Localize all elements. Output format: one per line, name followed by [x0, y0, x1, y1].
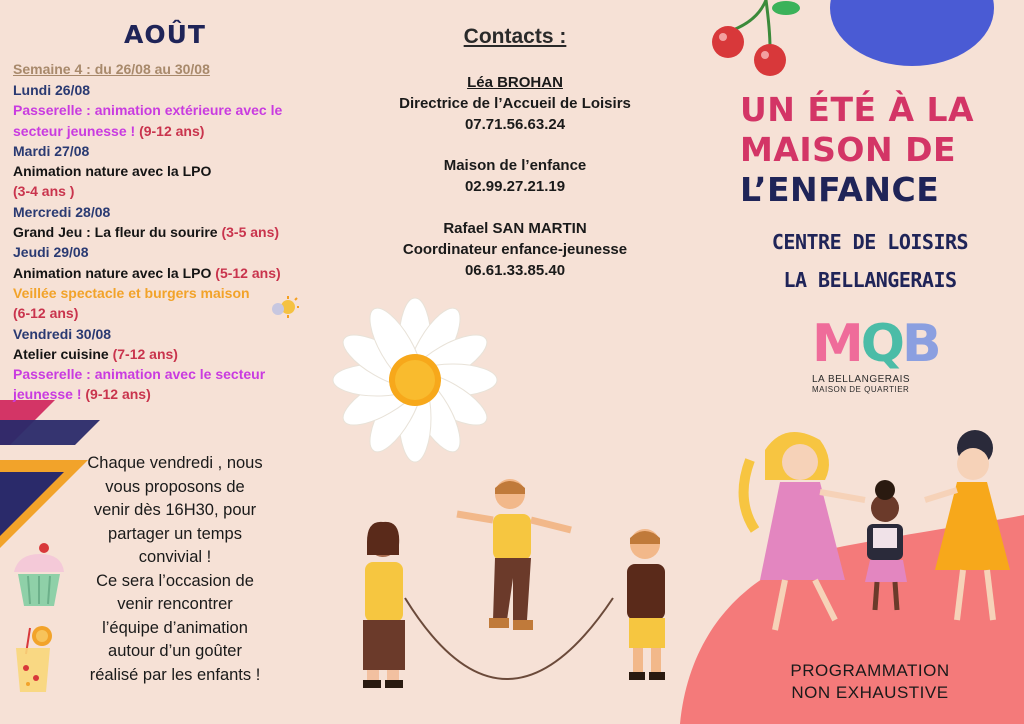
friday-text-line: vous proposons de — [105, 477, 245, 496]
main-title — [740, 90, 990, 210]
programmation-line1: PROGRAMMATION — [790, 661, 950, 680]
schedule-text: Lundi 26/08 — [13, 82, 91, 98]
schedule-text: Passerelle : animation avec le secteur — [13, 366, 266, 383]
schedule-line — [13, 121, 343, 141]
centre-name-line1: CENTRE DE LOISIRS — [771, 230, 969, 254]
schedule-text: Animation nature avec la LPO — [13, 163, 212, 180]
contact-role: Directrice de l’Accueil de Loisirs — [399, 95, 631, 112]
logo-subtitle-2: MAISON DE QUARTIER — [812, 385, 910, 394]
schedule-line — [13, 141, 343, 161]
children-dancing-illustration — [725, 420, 1015, 650]
contact-phone: 02.99.27.21.19 — [464, 178, 566, 195]
friday-text-line: venir rencontrer — [117, 595, 233, 613]
friday-goûter-text — [55, 452, 295, 687]
schedule-line — [13, 100, 343, 120]
main-title-line2: MAISON DE — [740, 130, 957, 169]
schedule-line — [13, 202, 343, 222]
schedule-line — [13, 324, 343, 344]
friday-text-line: venir dès 16H30, pour — [93, 501, 257, 519]
friday-text-line: Chaque vendredi , nous — [87, 454, 263, 472]
contact-name: Léa BROHAN — [467, 74, 563, 91]
friday-text-line: Ce sera l’occasion de — [96, 571, 254, 590]
contact-card-coordinator — [355, 218, 675, 281]
schedule-text: (9-12 ans) — [139, 122, 205, 139]
contact-phone: 06.61.33.85.40 — [464, 262, 566, 279]
schedule-text: secteur jeunesse ! — [13, 122, 140, 139]
logo-subtitle-1: LA BELLANGERAIS — [812, 374, 911, 385]
schedule-text: jeunesse ! — [13, 386, 86, 403]
main-title-line1: UN ÉTÉ À LA — [740, 90, 975, 129]
schedule-text: (3-4 ans ) — [13, 183, 75, 200]
schedule-text: Grand Jeu : La fleur du sourire — [13, 224, 222, 241]
programmation-note — [765, 660, 975, 704]
schedule-text: Veillée spectacle et burgers maison — [13, 284, 250, 301]
friday-text-line: partager un temps — [108, 524, 242, 543]
schedule-text: (7-12 ans) — [112, 345, 178, 362]
schedule-line — [13, 222, 343, 242]
logo-letter-m: M — [812, 314, 861, 374]
schedule-line — [13, 283, 343, 303]
schedule-text: Jeudi 29/08 — [13, 244, 89, 261]
friday-text-line: réalisé par les enfants ! — [89, 665, 261, 684]
programmation-line2: NON EXHAUSTIVE — [791, 683, 949, 702]
schedule-line — [13, 80, 343, 100]
contact-name: Maison de l’enfance — [443, 157, 587, 174]
schedule-line — [13, 181, 343, 201]
month-title: AOÛT — [124, 20, 206, 49]
schedule-line — [13, 242, 343, 262]
contact-phone: 07.71.56.63.24 — [464, 116, 566, 133]
logo-letter-b: B — [901, 314, 939, 374]
schedule-line — [13, 384, 343, 404]
friday-text-line: l’équipe d’animation — [102, 618, 248, 637]
children-jump-rope-illustration — [345, 470, 675, 700]
mqb-logo-letters — [812, 314, 939, 374]
schedule-text: (3-5 ans) — [221, 224, 280, 241]
contact-card-director — [355, 72, 675, 135]
schedule-text: (9-12 ans) — [85, 386, 151, 403]
schedule-text: Passerelle : animation extérieure avec le — [13, 102, 283, 119]
centre-name-line2: LA BELLANGERAIS — [783, 268, 957, 292]
schedule-line — [13, 263, 343, 283]
contact-name: Rafael SAN MARTIN — [443, 220, 587, 237]
main-title-line3: L’ENFANCE — [740, 170, 940, 209]
cherries-icon — [698, 0, 808, 85]
lemonade-icon — [10, 624, 60, 694]
schedule-text: (5-12 ans) — [215, 264, 281, 281]
schedule-line — [13, 303, 343, 323]
mqb-logo — [812, 314, 939, 394]
logo-letter-q: Q — [860, 314, 902, 374]
schedule-line — [13, 344, 343, 364]
schedule-line — [13, 161, 343, 181]
schedule-text: Vendredi 30/08 — [13, 325, 112, 342]
schedule-text: Mardi 27/08 — [13, 142, 90, 159]
contacts-title: Contacts : — [463, 25, 567, 48]
schedule-list — [13, 80, 343, 405]
friday-text-line: autour d’un goûter — [108, 642, 242, 660]
daisy-flower-icon — [325, 290, 505, 470]
schedule-text: (6-12 ans) — [13, 305, 79, 322]
friday-text-line: convivial ! — [138, 548, 212, 566]
schedule-text: Animation nature avec la LPO — [13, 264, 216, 281]
schedule-text: Mercredi 28/08 — [13, 203, 111, 220]
contact-card-maison-enfance — [355, 155, 675, 197]
schedule-line — [13, 364, 343, 384]
schedule-text: Atelier cuisine — [13, 345, 113, 362]
contact-role: Coordinateur enfance-jeunesse — [402, 241, 628, 258]
week-header: Semaine 4 : du 26/08 au 30/08 — [13, 61, 210, 77]
